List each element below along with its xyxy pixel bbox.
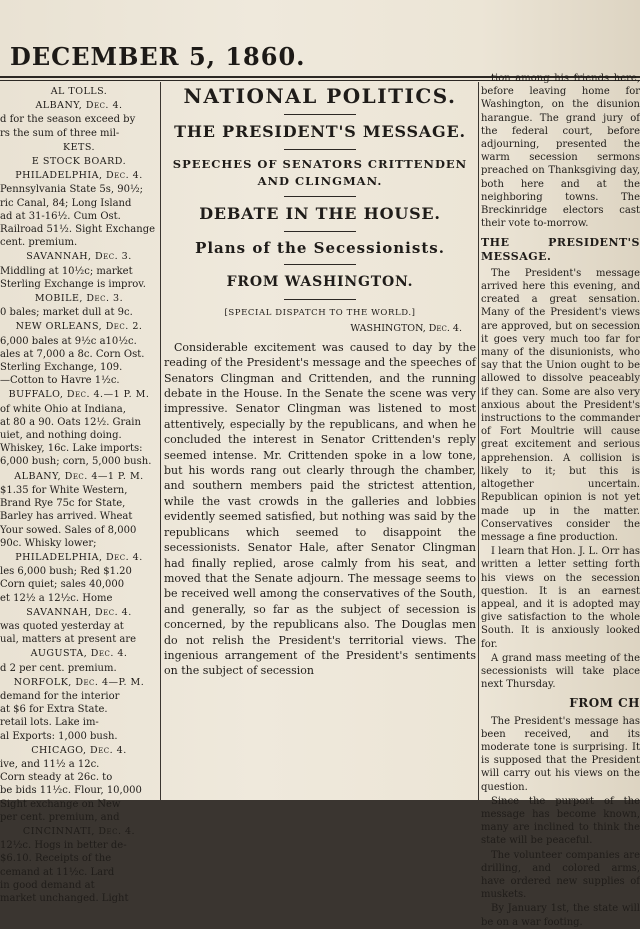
market-line: ALBANY, Dec. 4. [35, 100, 123, 112]
deck-secessionists: Plans of the Secessionists. [195, 239, 445, 257]
middle-column [164, 84, 476, 800]
right-paragraph-3: A grand mass meeting of the secessionists will take place next Thursday. [481, 652, 640, 691]
deck-debate-house: DEBATE IN THE HOUSE. [199, 204, 441, 223]
market-line: market unchanged. Light [0, 892, 129, 904]
market-line: PHILADELPHIA, Dec. 4. [15, 551, 143, 563]
special-dispatch: [SPECIAL DISPATCH TO THE WORLD.] [224, 308, 416, 318]
market-line: 12½c. Hogs in better de- [0, 840, 127, 852]
right-paragraph-1: The President's message arrived here this evening, and created a great sensation. Many of the President's views are approved, but on secession it goes very much too far for many of the disunionists, who say that the Union ought to be allowed to dissolve peaceably if they can. Some are also very anxious about the President's instructions to the commander of Fort Moultrie will cause great excitement and serious apprehension. A collision is likely to it; but this is altogether uncertain. Republican opinion is not yet made up in the matter. Conservatives consider the message a fine production. [481, 267, 640, 543]
divider [284, 149, 356, 150]
market-line: E STOCK BOARD. [31, 156, 127, 168]
divider [284, 114, 356, 115]
market-line: per cent. premium, and [0, 811, 120, 823]
market-line: Corn quiet; sales 40,000 [0, 579, 125, 591]
market-line: d 2 per cent. premium. [0, 662, 117, 674]
dateline: DECEMBER 5, 1860. [10, 42, 306, 71]
market-line: Railroad 51½. Sight Exchange [0, 224, 156, 236]
market-line: Brand Rye 75c for State, [0, 498, 126, 510]
market-line: AUGUSTA, Dec. 4. [30, 648, 128, 660]
right-heading-2: FROM CH [569, 696, 640, 711]
market-line: Whiskey, 16c. Lake imports: [0, 443, 143, 455]
divider [284, 299, 356, 300]
market-line: 0 bales; market dull at 9c. [0, 307, 133, 319]
market-line: at $6 for Extra State. [0, 704, 108, 716]
right-paragraph-6: The volunteer companies are drilling, and colored arms, have ordered new supplies of muskets. [481, 849, 640, 901]
market-line: NEW ORLEANS, Dec. 2. [15, 321, 143, 333]
market-line: Sterling Exchange is improv. [0, 278, 146, 290]
divider [284, 231, 356, 232]
market-line: PHILADELPHIA, Dec. 4. [15, 170, 143, 182]
market-line: ual, matters at present are [0, 634, 137, 646]
deck-presidents-message: THE PRESIDENT'S MESSAGE. [174, 122, 466, 141]
market-line: cemand at 11½c. Lard [0, 866, 115, 878]
market-line: rs the sum of three mil- [0, 127, 120, 139]
market-line: at 80 a 90. Oats 12½. Grain [0, 416, 141, 428]
market-line: et 12½ a 12½c. Home [0, 592, 113, 604]
right-paragraph-5: Since the purport of the message has become known, many are inclined to think the state will be peaceful. [481, 795, 640, 847]
column-rule-left [160, 82, 161, 800]
market-line: Sterling Exchange, 109. [0, 362, 123, 374]
market-line: les 6,000 bush; Red $1.20 [0, 566, 132, 578]
market-line: demand for the interior [0, 690, 120, 702]
market-line: NORFOLK, Dec. 4—P. M. [13, 676, 145, 688]
market-line: MOBILE, Dec. 3. [34, 293, 124, 305]
byline: WASHINGTON, Dec. 4. [350, 323, 462, 335]
market-line: BUFFALO, Dec. 4.—1 P. M. [8, 389, 150, 401]
right-top-paragraph: tion among his friends here, before leaving home for Washington, on the disunion harangue. The grand jury of the federal court, before adjourning, presented the warm secession sermons preached on Thanksgiving day, both here and at the neighboring towns. The Breckinridge electors cast their vote to-morrow. [481, 73, 640, 230]
column-rule-right [478, 82, 479, 800]
article-body: Considerable excitement was caused to day by the reading of the President's message and the speeches of Senators Clingman and Crittenden, and the running debate in the House. In the Senate the scene was very impressive. Senator Clingman was listened to most attentively, especially by the republicans, and when he concluded the interest in Senator Crittenden's reply seemed intense. Mr. Crittenden spoke in a low tone, but his words rang out clearly through the chamber, and southern members paid the strictest attention, while the vast crowds in the galleries and lobbies evidently seemed satisfied, but nothing was said by the republicans which seemed to disappoint the secessionists. Senator Hale, after Senator Clingman had finally replied, arose calmly from his seat, and moved that the Senate adjourn. The message seems to be received well among the conservatives of the South, and generally, so far as the subject of secession is concerned, by the republicans also. The Douglas men do not relish the President's territorial views. The ingenious arrangement of the President's sentiments on the subject of secession [164, 340, 476, 678]
divider [284, 264, 356, 265]
market-line: KETS. [62, 141, 96, 153]
market-line: cent. premium. [0, 237, 78, 249]
right-column [481, 72, 640, 928]
market-line: Pennsylvania State 5s, 90½; [0, 184, 144, 196]
deck-from-washington: FROM WASHINGTON. [226, 274, 414, 290]
market-line: Sight exchange on New [0, 798, 121, 810]
right-heading: THE PRESIDENT'S MESSAGE. [481, 236, 640, 263]
market-line: al Exports: 1,000 bush. [0, 730, 118, 742]
market-line: in good demand at [0, 879, 95, 891]
divider [284, 196, 356, 197]
market-line: —Cotton to Havre 1½c. [0, 375, 120, 387]
market-line: 6,000 bush; corn, 5,000 bush. [0, 456, 152, 468]
deck-senators-speeches: SPEECHES OF SENATORS CRITTENDEN AND CLINGMAN. [172, 157, 468, 188]
market-line: ALBANY, Dec. 4—1 P. M. [14, 470, 144, 482]
market-line: Your sowed. Sales of 8,000 [0, 524, 137, 536]
market-line: 90c. Whisky lower; [0, 537, 97, 549]
market-line: SAVANNAH, Dec. 3. [26, 251, 132, 263]
market-line: be bids 11½c. Flour, 10,000 [0, 785, 142, 797]
left-column [0, 84, 158, 904]
market-line: $1.35 for White Western, [0, 484, 128, 496]
market-line: Middling at 10½c; market [0, 265, 133, 277]
market-line: ric Canal, 84; Long Island [0, 197, 132, 209]
market-line: was quoted yesterday at [0, 620, 124, 632]
market-line: $6.10. Receipts of the [0, 853, 112, 865]
market-line: Corn steady at 26c. to [0, 772, 113, 784]
right-paragraph-2: I learn that Hon. J. L. Orr has written a letter setting forth his views on the secession question. It is an earnest appeal, and it is adopted may give satisfaction to the whole South. It is anxiously looked for. [481, 546, 640, 650]
market-line: ad at 31-16½. Cum Ost. [0, 210, 121, 222]
market-line: uiet, and nothing doing. [0, 430, 122, 442]
market-line: 6,000 bales at 9½c a10½c. [0, 335, 137, 347]
market-line: ales at 7,000 a 8c. Corn Ost. [0, 348, 145, 360]
market-line: ive, and 11½ a 12c. [0, 758, 100, 770]
market-line: d for the season exceed by [0, 114, 136, 126]
market-line: SAVANNAH, Dec. 4. [26, 606, 132, 618]
main-headline: NATIONAL POLITICS. [183, 84, 457, 108]
market-line: CHICAGO, Dec. 4. [31, 744, 127, 756]
market-line: AL TOLLS. [50, 86, 108, 97]
market-line: Barley has arrived. Wheat [0, 511, 133, 523]
market-line: retail lots. Lake im- [0, 717, 99, 729]
right-paragraph-7: By January 1st, the state will be on a war footing. [481, 903, 640, 928]
market-line: of white Ohio at Indiana, [0, 403, 126, 415]
market-line: CINCINNATI, Dec. 4. [22, 825, 136, 837]
right-paragraph-4: The President's message has been received, and its moderate tone is surprising. It is supposed that the President will carry out his views on the question. [481, 715, 640, 793]
